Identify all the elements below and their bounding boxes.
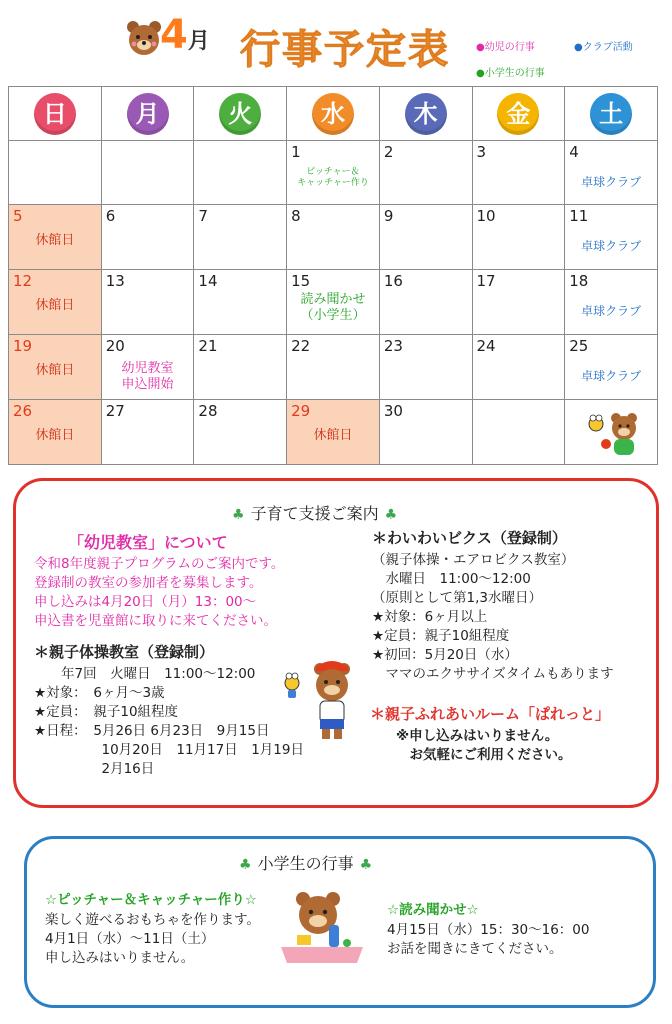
day-number: 26 xyxy=(13,402,33,420)
youji-body: 令和8年度親子プログラムのご案内です。 登録制の教室の参加者を募集します。 申し込みは4月20日（月）13：00～ 申込書を児童館に取りに来てください。 xyxy=(34,556,285,629)
day-number: 14 xyxy=(198,272,218,290)
bear-face-icon xyxy=(124,18,164,58)
weekday-header-sunday xyxy=(9,87,102,141)
day-number: 28 xyxy=(198,402,218,420)
day-number: 21 xyxy=(198,337,218,355)
legend-club: ●クラブ活動 xyxy=(574,42,633,53)
calendar-day-cell xyxy=(287,270,380,335)
calendar-day-cell xyxy=(379,400,472,465)
day-event-club: 卓球クラブ xyxy=(581,304,642,318)
day-number: 29 xyxy=(291,402,311,420)
waiwai-body: （親子体操・エアロビクス教室） 水曜日 11:00～12:00 （原則として第1,3水曜日） ★対象：6ヶ月以上 ★定員：親子10組程度 ★初回：5月20日（水） ママのエクササイズタイムもあります xyxy=(372,552,614,682)
calendar-day-cell xyxy=(472,205,565,270)
calendar-day-cell xyxy=(194,335,287,400)
day-number: 8 xyxy=(291,207,301,225)
weekday-label: 月 xyxy=(127,93,169,135)
day-event-closed: 休館日 xyxy=(35,233,75,248)
calendar-day-cell xyxy=(379,141,472,205)
calendar-day-cell xyxy=(379,205,472,270)
day-number: 13 xyxy=(105,272,125,290)
day-event-closed: 休館日 xyxy=(313,428,353,443)
calendar-day-cell xyxy=(194,205,287,270)
calendar-day-cell xyxy=(287,141,380,205)
calendar-day-cell xyxy=(9,400,102,465)
weekday-header-tuesday xyxy=(194,87,287,141)
calendar-day-cell xyxy=(9,335,102,400)
page-title: 行事予定表 xyxy=(240,27,450,73)
fureai-body: ※申し込みはいりません。 お気軽にご利用ください。 xyxy=(396,728,572,763)
calendar-week-row xyxy=(9,270,658,335)
clover-icon: ♣ xyxy=(239,857,252,873)
calendar-body xyxy=(9,141,658,465)
weekday-label: 土 xyxy=(590,93,632,135)
weekday-label: 木 xyxy=(405,93,447,135)
day-number: 23 xyxy=(383,337,403,355)
calendar-day-cell xyxy=(287,335,380,400)
calendar-empty-cell xyxy=(194,141,287,205)
day-number: 22 xyxy=(291,337,311,355)
calendar-day-cell xyxy=(194,400,287,465)
day-number: 9 xyxy=(383,207,394,225)
day-number: 25 xyxy=(569,337,589,355)
calendar-week-row xyxy=(9,141,658,205)
calendar-day-cell xyxy=(101,270,194,335)
pitcher-heading: ☆ピッチャー＆キャッチャー作り☆ xyxy=(45,892,257,908)
calendar-day-cell xyxy=(101,335,194,400)
weekday-header-saturday xyxy=(565,87,658,141)
calendar-day-cell xyxy=(565,205,658,270)
day-number: 17 xyxy=(476,272,496,290)
weekday-label: 水 xyxy=(312,93,354,135)
calendar-day-cell xyxy=(101,400,194,465)
day-number: 27 xyxy=(105,402,125,420)
weekday-header-monday xyxy=(101,87,194,141)
oyako-body: 年7回 火曜日 11:00～12:00 ★対象： 6ヶ月～3歳 ★定員： 親子10組程度 ★日程： 5月26日 6月23日 9月15日 10月20日 11月17日 1月19日 2月16日 xyxy=(34,666,304,777)
elementary-events-box xyxy=(24,836,656,1008)
day-number: 19 xyxy=(13,337,33,355)
weekday-header-thursday xyxy=(379,87,472,141)
calendar-empty-cell xyxy=(101,141,194,205)
bear-pingpong-icon xyxy=(586,408,640,462)
calendar-week-row xyxy=(9,335,658,400)
day-number: 7 xyxy=(198,207,208,225)
calendar-day-cell xyxy=(9,270,102,335)
calendar-day-cell xyxy=(472,141,565,205)
youji-heading: 「幼児教室」について xyxy=(68,533,228,552)
day-event-closed: 休館日 xyxy=(35,298,75,313)
calendar-week-row xyxy=(9,205,658,270)
fureai-heading: ＊親子ふれあいルーム「ぱれっと」 xyxy=(370,705,611,723)
day-event-closed: 休館日 xyxy=(35,363,75,378)
elementary-title: ♣ 小学生の行事 ♣ xyxy=(239,854,373,873)
day-number: 18 xyxy=(569,272,589,290)
calendar-day-cell xyxy=(194,270,287,335)
weekday-label: 日 xyxy=(34,93,76,135)
day-number: 5 xyxy=(13,207,23,225)
day-number: 4 xyxy=(569,143,579,161)
weekday-label: 火 xyxy=(219,93,261,135)
calendar-day-cell xyxy=(379,335,472,400)
day-number: 2 xyxy=(383,143,394,161)
page-header xyxy=(0,0,672,86)
day-number: 30 xyxy=(383,402,403,420)
calendar-day-cell xyxy=(472,270,565,335)
bear-crafting-icon xyxy=(277,885,367,965)
oyako-heading: ＊親子体操教室（登録制） xyxy=(34,643,215,661)
calendar-day-cell xyxy=(9,205,102,270)
support-info-box xyxy=(13,478,659,808)
month-number: 4月 xyxy=(160,12,208,58)
day-number: 24 xyxy=(476,337,496,355)
clover-icon: ♣ xyxy=(232,507,245,523)
yomi-heading: ☆読み聞かせ☆ xyxy=(387,902,479,918)
weekday-header-wednesday xyxy=(287,87,380,141)
day-event-shou: ピッチャー＆ キャッチャー作り xyxy=(297,167,369,189)
day-number: 15 xyxy=(291,272,311,290)
weekday-label: 金 xyxy=(497,93,539,135)
calendar-day-cell xyxy=(565,335,658,400)
day-number: 16 xyxy=(383,272,403,290)
calendar-empty-cell xyxy=(9,141,102,205)
bear-exercise-icon xyxy=(278,657,364,743)
day-number: 12 xyxy=(13,272,33,290)
calendar-empty-cell xyxy=(472,400,565,465)
calendar-day-cell xyxy=(101,205,194,270)
calendar-day-cell xyxy=(287,205,380,270)
day-number: 1 xyxy=(291,143,301,161)
day-number: 11 xyxy=(569,207,589,225)
day-number: 3 xyxy=(476,143,487,161)
calendar-day-cell xyxy=(472,335,565,400)
waiwai-heading: ＊わいわいビクス（登録制） xyxy=(372,529,567,547)
legend-shougakusei: ●小学生の行事 xyxy=(476,68,545,79)
calendar-day-cell xyxy=(565,270,658,335)
day-event-club: 卓球クラブ xyxy=(581,239,642,253)
pitcher-body: 楽しく遊べるおもちゃを作ります。 4月1日（水）～11日（土） 申し込みはいりません。 xyxy=(45,912,260,966)
support-title: ♣ 子育て支援ご案内 ♣ xyxy=(232,504,398,523)
calendar-week-row xyxy=(9,400,658,465)
clover-icon: ♣ xyxy=(359,857,373,873)
day-event-shou: 読み聞かせ （小学生） xyxy=(300,292,366,324)
day-event-youji: 幼児教室 申込開始 xyxy=(121,361,174,393)
legend-youji: ●幼児の行事 xyxy=(476,42,535,53)
day-number: 20 xyxy=(105,337,125,355)
calendar-day-cell xyxy=(379,270,472,335)
day-number: 6 xyxy=(105,207,116,225)
weekday-header-friday xyxy=(472,87,565,141)
yomi-body: 4月15日（水）15：30～16：00 お話を聞きにきてください。 xyxy=(387,922,590,957)
calendar-day-cell xyxy=(287,400,380,465)
day-event-club: 卓球クラブ xyxy=(581,175,642,189)
calendar-day-cell xyxy=(565,141,658,205)
day-event-club: 卓球クラブ xyxy=(581,369,642,383)
weekday-header-row xyxy=(9,87,658,141)
clover-icon: ♣ xyxy=(384,507,398,523)
day-event-closed: 休館日 xyxy=(35,428,75,443)
calendar-table xyxy=(8,86,658,465)
day-number: 10 xyxy=(476,207,496,225)
